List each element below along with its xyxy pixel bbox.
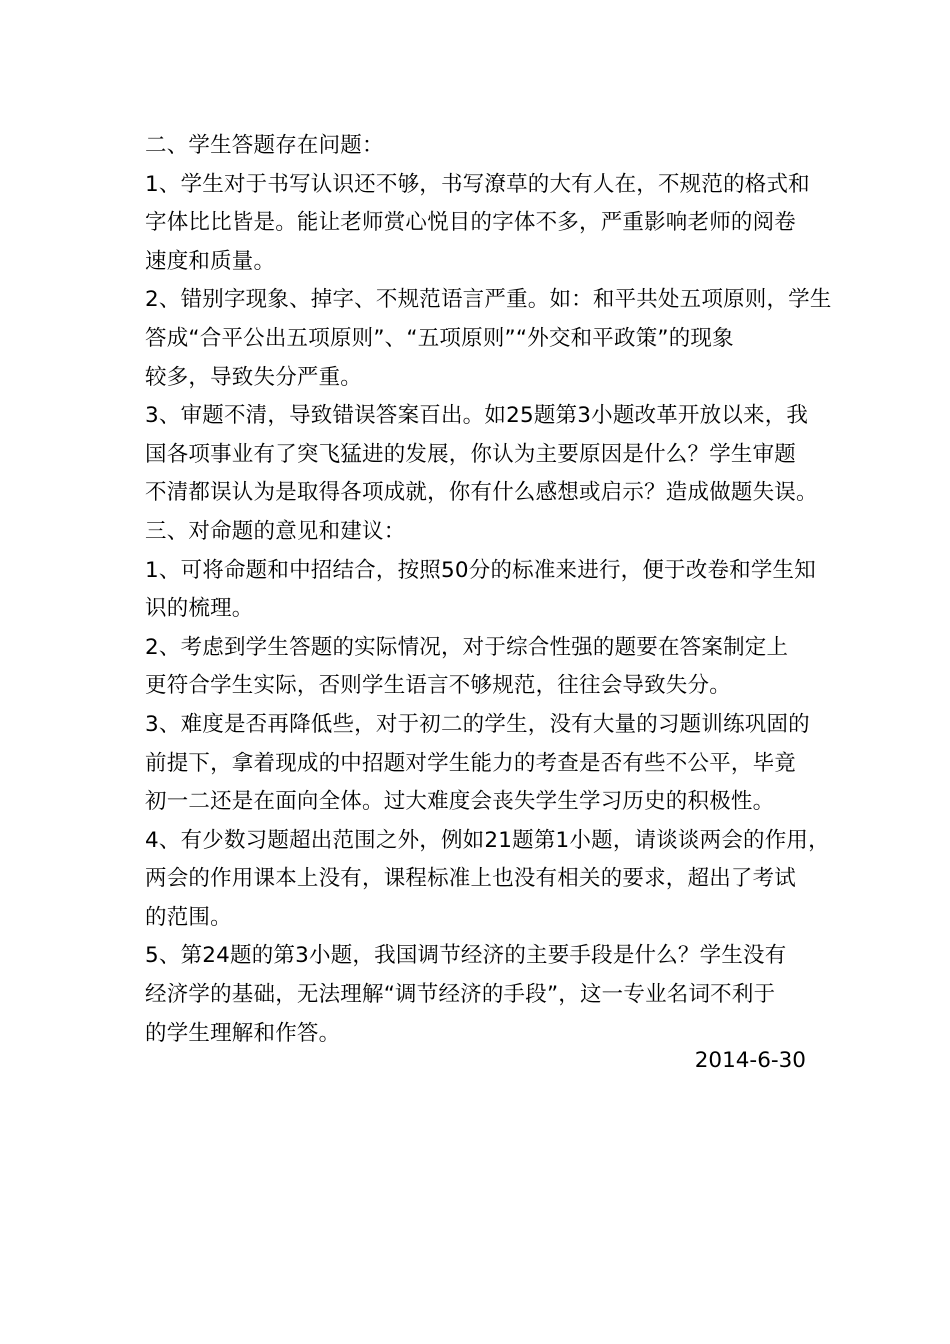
text-line: 字体比比皆是。能让老师赏心悦目的字体不多，严重影响老师的阅卷 — [145, 210, 797, 236]
text-line: 答成“合平公出五项原则”、“五项原则”“外交和平政策”的现象 — [145, 325, 734, 351]
text-line: 国各项事业有了突飞猛进的发展，你认为主要原因是什么？学生审题 — [145, 441, 797, 467]
text-line: 经济学的基础，无法理解“调节经济的手段”，这一专业名词不利于 — [145, 982, 776, 1008]
text-line: 初一二还是在面向全体。过大难度会丧失学生学习历史的积极性。 — [145, 789, 775, 815]
document-date: 2014-6-30 — [694, 1048, 806, 1073]
document-body — [145, 127, 832, 1053]
text-line: 不清都误认为是取得各项成就，你有什么感想或启示？造成做题失误。 — [145, 480, 818, 506]
text-line: 的范围。 — [145, 904, 232, 930]
text-line: 两会的作用课本上没有，课程标准上也没有相关的要求，超出了考试 — [145, 866, 797, 892]
section-heading-suggestions: 三、对命题的意见和建议： — [145, 518, 406, 544]
text-line: 1、可将命题和中招结合，按照50分的标准来进行，便于改卷和学生知 — [145, 557, 816, 583]
text-line: 2、考虑到学生答题的实际情况，对于综合性强的题要在答案制定上 — [145, 634, 789, 660]
text-line: 1、学生对于书写认识还不够，书写潦草的大有人在，不规范的格式和 — [145, 171, 810, 197]
text-line: 更符合学生实际，否则学生语言不够规范，往往会导致失分。 — [145, 673, 731, 699]
section-heading-problems: 二、学生答题存在问题： — [145, 133, 384, 158]
text-line: 识的梳理。 — [145, 596, 254, 622]
text-line: 的学生理解和作答。 — [145, 1020, 341, 1046]
text-line: 5、第24题的第3小题，我国调节经济的主要手段是什么？学生没有 — [145, 943, 787, 969]
text-line: 前提下，拿着现成的中招题对学生能力的考查是否有些不公平，毕竟 — [145, 750, 797, 776]
text-line: 速度和质量。 — [145, 248, 276, 274]
text-line: 3、审题不清，导致错误答案百出。如25题第3小题改革开放以来，我 — [145, 403, 809, 429]
text-line: 4、有少数习题超出范围之外，例如21题第1小题，请谈谈两会的作用， — [145, 827, 830, 853]
text-line: 较多，导致失分严重。 — [145, 364, 363, 390]
text-line: 2、错别字现象、掉字、不规范语言严重。如：和平共处五项原则，学生 — [145, 287, 832, 313]
text-line: 3、难度是否再降低些，对于初二的学生，没有大量的习题训练巩固的 — [145, 711, 810, 737]
